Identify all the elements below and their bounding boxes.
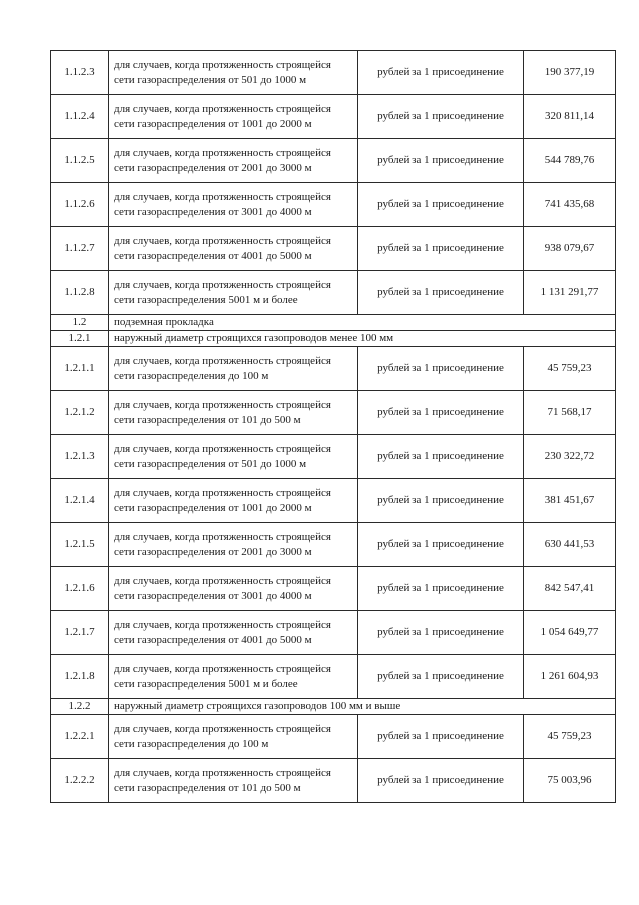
section-code: 1.2.2: [51, 699, 109, 715]
row-description: для случаев, когда протяженность строящейся сети газораспределения от 2001 до 3000 м: [109, 139, 358, 183]
table-row: [51, 759, 616, 803]
row-description: для случаев, когда протяженность строящейся сети газораспределения от 101 до 500 м: [109, 759, 358, 803]
row-code: 1.2.1.6: [51, 567, 109, 611]
row-price: 190 377,19: [524, 51, 616, 95]
row-description: для случаев, когда протяженность строящейся сети газораспределения от 4001 до 5000 м: [109, 611, 358, 655]
row-code: 1.2.1.3: [51, 435, 109, 479]
tariff-table: [50, 50, 616, 803]
table-row: [51, 51, 616, 95]
table-row: [51, 655, 616, 699]
section-title: наружный диаметр строящихся газопроводов 100 мм и выше: [109, 699, 616, 715]
row-code: 1.2.1.1: [51, 347, 109, 391]
row-price: 71 568,17: [524, 391, 616, 435]
section-code: 1.2: [51, 315, 109, 331]
row-unit: рублей за 1 присоединение: [358, 391, 524, 435]
row-code: 1.1.2.8: [51, 271, 109, 315]
table-row: [51, 347, 616, 391]
row-unit: рублей за 1 присоединение: [358, 271, 524, 315]
row-description: для случаев, когда протяженность строящейся сети газораспределения от 2001 до 3000 м: [109, 523, 358, 567]
row-unit: рублей за 1 присоединение: [358, 347, 524, 391]
row-unit: рублей за 1 присоединение: [358, 479, 524, 523]
row-code: 1.2.1.7: [51, 611, 109, 655]
row-price: 75 003,96: [524, 759, 616, 803]
section-code: 1.2.1: [51, 331, 109, 347]
row-description: для случаев, когда протяженность строящейся сети газораспределения 5001 м и более: [109, 271, 358, 315]
table-row: [51, 271, 616, 315]
section-title: подземная прокладка: [109, 315, 616, 331]
row-description: для случаев, когда протяженность строящейся сети газораспределения от 1001 до 2000 м: [109, 479, 358, 523]
row-description: для случаев, когда протяженность строящейся сети газораспределения 5001 м и более: [109, 655, 358, 699]
table-row: [51, 611, 616, 655]
table-row: [51, 435, 616, 479]
row-unit: рублей за 1 присоединение: [358, 655, 524, 699]
row-unit: рублей за 1 присоединение: [358, 183, 524, 227]
row-description: для случаев, когда протяженность строящейся сети газораспределения от 1001 до 2000 м: [109, 95, 358, 139]
row-price: 544 789,76: [524, 139, 616, 183]
row-price: 842 547,41: [524, 567, 616, 611]
row-price: 320 811,14: [524, 95, 616, 139]
row-price: 938 079,67: [524, 227, 616, 271]
table-row: [51, 523, 616, 567]
table-row: [51, 183, 616, 227]
row-code: 1.1.2.3: [51, 51, 109, 95]
row-code: 1.1.2.4: [51, 95, 109, 139]
row-description: для случаев, когда протяженность строящейся сети газораспределения от 3001 до 4000 м: [109, 183, 358, 227]
row-price: 1 054 649,77: [524, 611, 616, 655]
row-unit: рублей за 1 присоединение: [358, 95, 524, 139]
row-code: 1.2.2.1: [51, 715, 109, 759]
row-code: 1.1.2.7: [51, 227, 109, 271]
row-description: для случаев, когда протяженность строящейся сети газораспределения от 4001 до 5000 м: [109, 227, 358, 271]
row-code: 1.2.2.2: [51, 759, 109, 803]
row-description: для случаев, когда протяженность строящейся сети газораспределения до 100 м: [109, 715, 358, 759]
row-unit: рублей за 1 присоединение: [358, 139, 524, 183]
row-unit: рублей за 1 присоединение: [358, 759, 524, 803]
row-description: для случаев, когда протяженность строящейся сети газораспределения от 501 до 1000 м: [109, 51, 358, 95]
row-description: для случаев, когда протяженность строящейся сети газораспределения от 3001 до 4000 м: [109, 567, 358, 611]
row-price: 741 435,68: [524, 183, 616, 227]
row-code: 1.1.2.5: [51, 139, 109, 183]
table-row: [51, 391, 616, 435]
row-code: 1.2.1.5: [51, 523, 109, 567]
row-unit: рублей за 1 присоединение: [358, 567, 524, 611]
row-price: 1 261 604,93: [524, 655, 616, 699]
row-unit: рублей за 1 присоединение: [358, 715, 524, 759]
row-price: 630 441,53: [524, 523, 616, 567]
row-code: 1.2.1.2: [51, 391, 109, 435]
row-description: для случаев, когда протяженность строящейся сети газораспределения от 101 до 500 м: [109, 391, 358, 435]
row-unit: рублей за 1 присоединение: [358, 611, 524, 655]
row-price: 45 759,23: [524, 347, 616, 391]
section-row: [51, 699, 616, 715]
table-row: [51, 95, 616, 139]
row-price: 230 322,72: [524, 435, 616, 479]
row-unit: рублей за 1 присоединение: [358, 435, 524, 479]
table-row: [51, 715, 616, 759]
row-code: 1.2.1.8: [51, 655, 109, 699]
row-price: 1 131 291,77: [524, 271, 616, 315]
row-price: 381 451,67: [524, 479, 616, 523]
row-description: для случаев, когда протяженность строящейся сети газораспределения от 501 до 1000 м: [109, 435, 358, 479]
section-title: наружный диаметр строящихся газопроводов менее 100 мм: [109, 331, 616, 347]
row-unit: рублей за 1 присоединение: [358, 51, 524, 95]
section-row: [51, 315, 616, 331]
table-row: [51, 567, 616, 611]
table-row: [51, 227, 616, 271]
row-description: для случаев, когда протяженность строящейся сети газораспределения до 100 м: [109, 347, 358, 391]
row-unit: рублей за 1 присоединение: [358, 523, 524, 567]
row-code: 1.1.2.6: [51, 183, 109, 227]
row-price: 45 759,23: [524, 715, 616, 759]
table-body: [51, 51, 616, 803]
row-code: 1.2.1.4: [51, 479, 109, 523]
table-row: [51, 479, 616, 523]
section-row: [51, 331, 616, 347]
table-row: [51, 139, 616, 183]
row-unit: рублей за 1 присоединение: [358, 227, 524, 271]
